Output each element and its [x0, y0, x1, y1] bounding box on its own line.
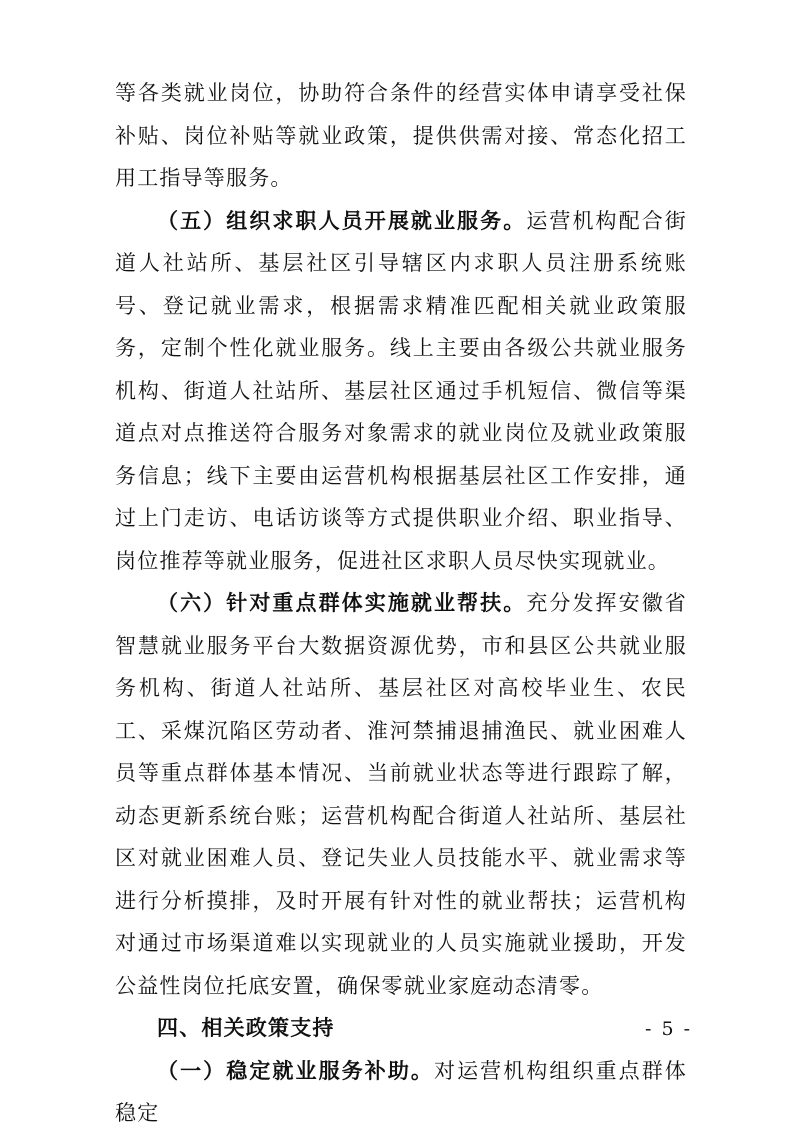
paragraph-continued [115, 72, 687, 200]
paragraph-body: 对运营机构组织重点群体稳定 [115, 1058, 687, 1125]
paragraph-body: 运营机构配合街道人社站所、基层社区引导辖区内求职人员注册系统账号、登记就业需求，根据需求精准匹配相关就业政策服务，定制个性化就业服务。线上主要由各级公共就业服务机构、街道人社站所、基层社区通过手机短信、微信等渠道点对点推送符合服务对象需求的就业岗位及就业政策服务信息；线下主要由运营机构根据基层社区工作安排，通过上门走访、电话访谈等方式提供职业介绍、职业指导、岗位推荐等就业服务，促进社区求职人员尽快实现就业。 [115, 208, 688, 573]
page-number: - 5 - [645, 1018, 693, 1040]
section-heading: 四、相关政策支持 [157, 1015, 335, 1040]
paragraph-heading: （六）针对重点群体实施就业帮扶。 [157, 590, 527, 615]
paragraph-body: 充分发挥安徽省智慧就业服务平台大数据资源优势，市和县区公共就业服务机构、街道人社站所、基层社区对高校毕业生、农民工、采煤沉陷区劳动者、淮河禁捕退捕渔民、就业困难人员等重点群体基本情况、当前就业状态等进行跟踪了解，动态更新系统台账；运营机构配合街道人社站所、基层社区对就业困难人员、登记失业人员技能水平、就业需求等进行分析摸排，及时开展有针对性的就业帮扶；运营机构对通过市场渠道难以实现就业的人员实施就业援助，开发公益性岗位托底安置，确保零就业家庭动态清零。 [115, 591, 688, 998]
paragraph-heading: （一）稳定就业服务补助。 [157, 1057, 434, 1083]
paragraph-six [115, 582, 687, 1007]
paragraph-body: 等各类就业岗位，协助符合条件的经营实体申请享受社保补贴、岗位补贴等就业政策，提供供需对接、常态化招工用工指导等服务。 [115, 81, 687, 190]
paragraph-five [115, 200, 687, 583]
paragraph-heading: （五）组织求职人员开展就业服务。 [157, 207, 527, 233]
document-page [115, 72, 687, 1135]
